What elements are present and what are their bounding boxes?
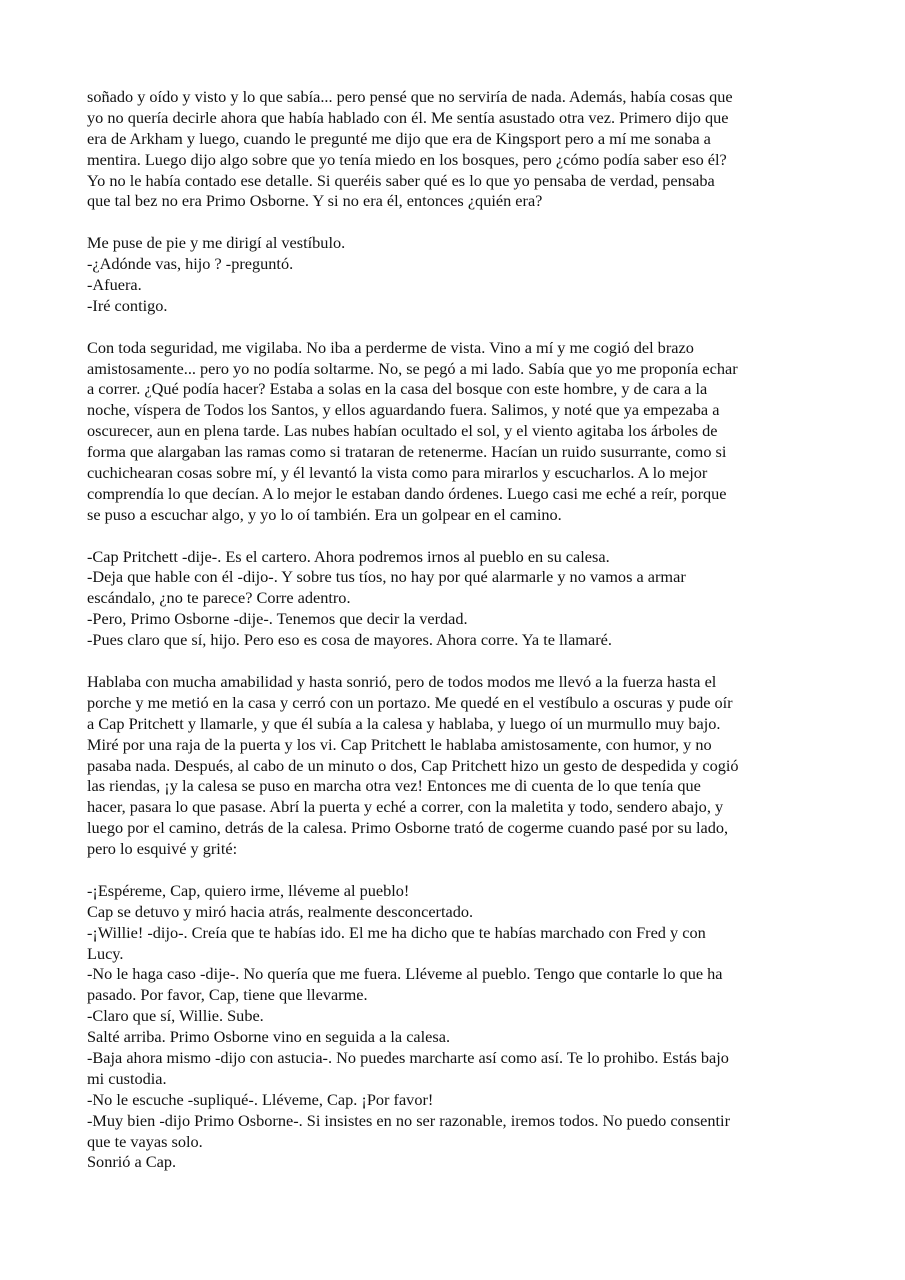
paragraph-gap (87, 212, 822, 233)
paragraph-gap (87, 526, 822, 547)
text-line: Con toda seguridad, me vigilaba. No iba a perderme de vista. Vino a mí y me cogió del brazo (87, 337, 694, 357)
text-line: Hablaba con mucha amabilidad y hasta sonrió, pero de todos modos me llevó a la fuerza hasta el (87, 671, 717, 691)
text-line: -Pero, Primo Osborne -dije-. Tenemos que decir la verdad. (87, 609, 468, 629)
document-page (87, 87, 822, 1173)
text-line: Me puse de pie y me dirigí al vestíbulo. (87, 233, 346, 253)
text-line: que te vayas solo. (87, 1131, 203, 1151)
text-line: -Deja que hable con él -dijo-. Y sobre tus tíos, no hay por qué alarmarle y no vamos a armar (87, 567, 686, 587)
text-line: Salté arriba. Primo Osborne vino en seguida a la calesa. (87, 1027, 451, 1047)
text-line: forma que alargaban las ramas como si trataran de retenerme. Hacían un ruido susurrante, como si (87, 442, 727, 462)
text-line: porche y me metió en la casa y cerró con un portazo. Me quedé en el vestíbulo a oscuras y pude oír (87, 692, 733, 712)
text-line: -Iré contigo. (87, 295, 168, 315)
paragraph-4 (87, 547, 822, 651)
text-line: se puso a escuchar algo, y yo lo oí también. Era un golpear en el camino. (87, 504, 562, 524)
text-line: que tal bez no era Primo Osborne. Y si no era él, entonces ¿quién era? (87, 191, 543, 211)
text-line: comprendía lo que decían. A lo mejor le estaban dando órdenes. Luego casi me eché a reír, porque (87, 483, 727, 503)
text-line: noche, víspera de Todos los Santos, y ellos aguardando fuera. Salimos, y noté que ya empezaba a (87, 400, 720, 420)
text-line: cuchichearan cosas sobre mí, y él levantó la vista como para mirarlos y escucharlos. A lo mejor (87, 463, 708, 483)
text-line: soñado y oído y visto y lo que sabía... pero pensé que no serviría de nada. Además, había cosas que (87, 87, 733, 106)
text-line: -Pues claro que sí, hijo. Pero eso es cosa de mayores. Ahora corre. Ya te llamaré. (87, 630, 612, 650)
text-line: -Claro que sí, Willie. Sube. (87, 1006, 264, 1026)
text-line: -¡Willie! -dijo-. Creía que te habías ido. El me ha dicho que te habías marchado con Fred y con (87, 922, 706, 942)
text-line: -¿Adónde vas, hijo ? -preguntó. (87, 254, 294, 274)
text-line: -No le haga caso -dije-. No quería que me fuera. Lléveme al pueblo. Tengo que contarle lo que ha (87, 964, 723, 984)
paragraph-3 (87, 338, 822, 526)
paragraph-6 (87, 881, 822, 1173)
text-line: Lucy. (87, 943, 124, 963)
text-line: -Muy bien -dijo Primo Osborne-. Si insistes en no ser razonable, iremos todos. No puedo consentir (87, 1110, 731, 1130)
text-line: las riendas, ¡y la calesa se puso en marcha otra vez! Entonces me di cuenta de lo que tenía que (87, 776, 701, 796)
text-line: Yo no le había contado ese detalle. Si queréis saber qué es lo que yo pensaba de verdad, pensaba (87, 170, 715, 190)
text-line: -Afuera. (87, 275, 142, 295)
text-line: Sonrió a Cap. (87, 1152, 177, 1172)
paragraph-5 (87, 672, 822, 860)
text-line: Cap se detuvo y miró hacia atrás, realmente desconcertado. (87, 901, 474, 921)
text-line: mi custodia. (87, 1068, 167, 1088)
paragraph-gap (87, 317, 822, 338)
text-line: -Baja ahora mismo -dijo con astucia-. No puedes marcharte así como así. Te lo prohibo. Estás bajo (87, 1047, 729, 1067)
text-line: a correr. ¿Qué podía hacer? Estaba a solas en la casa del bosque con este hombre, y de cara a la (87, 379, 708, 399)
text-line: yo no quería decirle ahora que había hablado con él. Me sentía asustado otra vez. Primero dijo que (87, 107, 729, 127)
text-line: -No le escuche -supliqué-. Lléveme, Cap. ¡Por favor! (87, 1089, 434, 1109)
paragraph-gap (87, 860, 822, 881)
text-line: era de Arkham y luego, cuando le pregunté me dijo que era de Kingsport pero a mí me sonaba a (87, 128, 711, 148)
paragraph-2 (87, 233, 822, 317)
text-line: pasado. Por favor, Cap, tiene que llevarme. (87, 985, 368, 1005)
paragraph-gap (87, 651, 822, 672)
paragraph-1 (87, 87, 822, 212)
text-line: hacer, pasara lo que pasase. Abrí la puerta y eché a correr, con la maletita y todo, sendero abajo, y (87, 797, 724, 817)
text-line: a Cap Pritchett y llamarle, y que él subía a la calesa y hablaba, y luego oí un murmullo muy bajo. (87, 713, 721, 733)
text-line: mentira. Luego dijo algo sobre que yo tenía miedo en los bosques, pero ¿cómo podía saber eso él? (87, 149, 727, 169)
text-line: -Cap Pritchett -dije-. Es el cartero. Ahora podremos irnos al pueblo en su calesa. (87, 546, 610, 566)
text-line: Miré por una raja de la puerta y los vi. Cap Pritchett le hablaba amistosamente, con humor, y no (87, 734, 712, 754)
text-line: pero lo esquivé y grité: (87, 839, 238, 859)
text-line: luego por el camino, detrás de la calesa. Primo Osborne trató de cogerme cuando pasé por su lado, (87, 818, 729, 838)
text-line: -¡Espéreme, Cap, quiero irme, lléveme al pueblo! (87, 880, 410, 900)
text-line: escándalo, ¿no te parece? Corre adentro. (87, 588, 351, 608)
text-line: oscurecer, aun en plena tarde. Las nubes habían ocultado el sol, y el viento agitaba los árboles de (87, 421, 718, 441)
text-line: amistosamente... pero yo no podía soltarme. No, se pegó a mi lado. Sabía que yo me proponía echar (87, 358, 738, 378)
text-line: pasaba nada. Después, al cabo de un minuto o dos, Cap Pritchett hizo un gesto de despedida y cogió (87, 755, 739, 775)
